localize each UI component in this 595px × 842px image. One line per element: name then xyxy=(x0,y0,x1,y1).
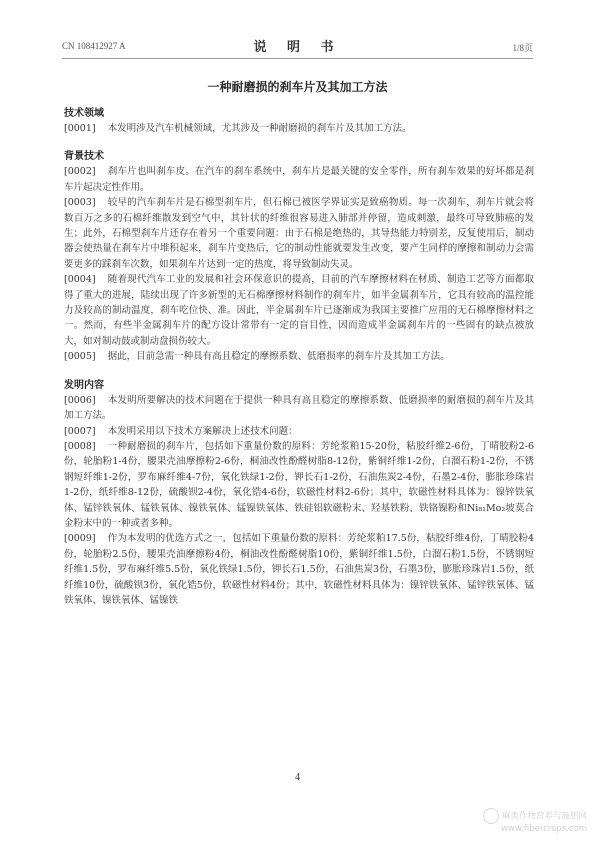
watermark-logo-icon xyxy=(483,808,499,824)
page-header xyxy=(62,34,533,56)
paragraph xyxy=(64,531,534,608)
paragraph xyxy=(64,424,534,439)
section-heading: 背景技术 xyxy=(64,151,104,163)
paragraph xyxy=(64,349,534,364)
paragraph-number: [0008] xyxy=(64,440,96,452)
document-body xyxy=(64,106,534,608)
paragraph xyxy=(64,195,534,272)
paragraph-text: 据此，目前急需一种具有高且稳定的摩擦系数、低磨损率的刹车片及其加工方法。 xyxy=(107,351,450,363)
paragraph-number: [0006] xyxy=(64,394,96,406)
paragraph-text: 较早的汽车刹车片是石棉型刹车片，但石棉已被医学界证实是致癌物质。每一次刹车，刹车片就会将数百万之多的石棉纤维散发到空气中，其针状的纤维很容易进入肺部并停留，造成刺激，最终可导致肺癌的发生；此外，石棉型刹车片还存在着另一个重要问题：由于石棉是绝热的，其导热能力特别差，反复使用后，制动器会使热量在刹车片中堆积起来，刹车片变热后，它的制动性能就要发生改变，要产生同样的摩擦和制动力会需要更多的踩刹车次数，如果刹车片达到一定的热度，将导致制动失灵。 xyxy=(64,197,534,270)
section-background xyxy=(64,149,534,364)
paragraph xyxy=(64,393,534,424)
watermark-site-name: 麻类作物营养与施肥网 xyxy=(501,811,587,822)
page-indicator: 1/8页 xyxy=(512,43,533,53)
paragraph-number: [0004] xyxy=(64,274,96,286)
watermark-url: www.fibercrops.com xyxy=(501,824,587,834)
header-title: 说 明 书 xyxy=(253,40,342,55)
paragraph-text: 作为本发明的优选方式之一，包括如下重量份数的原料：芳纶浆粕17.5份，粘胶纤维4份，丁晴胶粉4份，轮胎粉2.5份，腰果壳油摩擦粉4份，桐油改性酚醛树脂10份，紫铜纤维1.5份，白溜石粉1.5份，不锈钢短纤维1.5份，罗布麻纤维5.5份，氧化铁绿1.5份，钾长石1.5份，石油焦炭3份，石墨3份，膨胀珍珠岩1.5份，纸纤维10份，硫酸钡3份，氧化锆5份，软磁性材料4份；其中，软磁性材料具体为：镍锌铁氧体、锰锌铁氧体、锰铁氧体、镍铁氧体、锰镍铁 xyxy=(64,533,534,606)
paragraph-text: 本发明涉及汽车机械领域，尤其涉及一种耐磨损的刹车片及其加工方法。 xyxy=(107,123,412,134)
paragraph xyxy=(64,439,534,531)
watermark-line-1 xyxy=(483,808,587,824)
section-heading: 技术领域 xyxy=(64,108,104,119)
paragraph xyxy=(64,272,534,349)
header-divider xyxy=(62,58,533,59)
paragraph-number: [0005] xyxy=(64,351,96,363)
section-heading: 发明内容 xyxy=(64,379,104,391)
paragraph-text: 刹车片也叫刹车皮。在汽车的刹车系统中，刹车片是最关键的安全零件，所有刹车效果的好坏都是刹车片起决定性作用。 xyxy=(64,166,534,193)
paragraph-text: 一种耐磨损的刹车片，包括如下重量份数的原料：芳纶浆粕15-20份，粘胶纤维2-6份，丁晴胶粉2-6份，轮胎粉1-4份，腰果壳油摩擦粉2-6份，桐油改性酚醛树脂8-12份，紫铜纤维1-2份，白溜石粉1-2份，不锈钢短纤维1-2份，罗布麻纤维4-7份，氧化铁绿1-2份，钾长石1-2份，石油焦炭2-4份，石墨2-4份，膨胀珍珠岩1-2份，纸纤维8-12份，硫酸钡2-4份，氧化锆4-6份，软磁性材料2-6份；其中，软磁性材料具体为：镍锌铁氧体、锰锌铁氧体、锰铁氧体、镍铁氧体、锰镍铁氧体、铁硅铝软磁粉末、羟基铁粉、铁铬镍粉和Ni₈₁Mo₂坡莫合金粉末中的一种或者多种。 xyxy=(64,440,534,529)
section-technical-field xyxy=(64,106,534,136)
page-number: 4 xyxy=(295,772,300,783)
paragraph-number: [0002] xyxy=(64,166,96,178)
patent-number: CN 108412927 A xyxy=(62,41,126,51)
paragraph-number: [0009] xyxy=(64,533,96,545)
paragraph-number: [0007] xyxy=(64,425,96,437)
document-title: 一种耐磨损的刹车片及其加工方法 xyxy=(207,80,388,94)
paragraph-text: 本发明所要解决的技术问题在于提供一种具有高且稳定的摩擦系数、低磨损率的耐磨损的刹车片及其加工方法。 xyxy=(64,394,534,422)
watermark xyxy=(483,808,587,835)
paragraph-text: 本发明采用以下技术方案解决上述技术问题： xyxy=(107,425,298,437)
paragraph-text: 随着现代汽车工业的发展和社会环保意识的提高，目前的汽车摩擦材料在材质、制造工艺等方面都取得了重大的进展，陆续出现了许多新型的无石棉摩擦材料制作的刹车片，如半金属刹车片，它具有较高的温控能力及较高的制动温度，刹车吃位快、准。因此，半金属刹车片已逐渐成为我国主要推广应用的无石棉摩擦材料之一。然而，有些半金属刹车片的配方设计常带有一定的盲目性，因而造成半金属刹车片的一些固有的缺点被放大，如对制动鼓或制动盘损伤较大。 xyxy=(64,274,534,347)
paragraph-number: [0003] xyxy=(64,197,96,209)
paragraph xyxy=(64,121,534,136)
paragraph-number: [0001] xyxy=(64,123,96,134)
paragraph xyxy=(64,164,534,195)
section-summary xyxy=(64,378,534,609)
